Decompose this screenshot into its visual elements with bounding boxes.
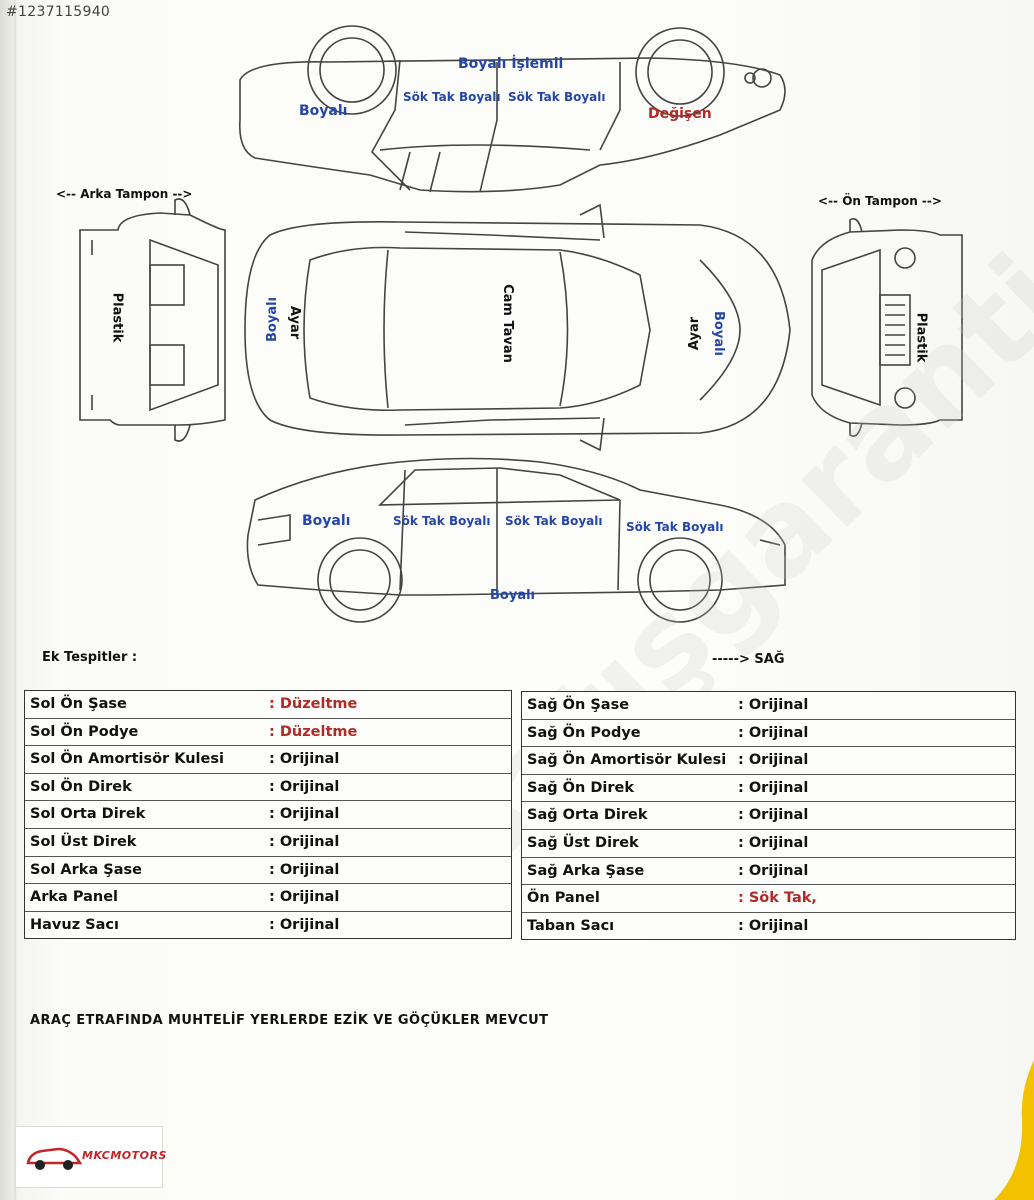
part-name: Taban Sacı — [527, 917, 615, 934]
table-row — [522, 913, 1015, 940]
table-row — [522, 830, 1015, 858]
label-boyali-top-left: Boyalı — [299, 103, 348, 119]
label-boyali-islemli: Boyalı İşlemli — [458, 56, 564, 72]
dealer-logo-text: MKCMOTORS — [82, 1149, 167, 1162]
part-name: Sol Orta Direk — [30, 806, 146, 823]
table-row — [25, 829, 511, 857]
part-status: : Düzeltme — [269, 696, 358, 712]
label-sok-tak-boyali-bottom-3: Sök Tak Boyalı — [626, 520, 724, 534]
part-name: Sağ Ön Direk — [527, 779, 634, 796]
rear-bumper-material — [109, 293, 124, 343]
part-status: : Orijinal — [738, 779, 809, 796]
label-cam-tavan-text: Cam Tavan — [499, 284, 515, 363]
table-row — [25, 912, 511, 939]
part-status: : Orijinal — [269, 861, 340, 878]
table-row — [25, 857, 511, 885]
table-row — [25, 691, 511, 719]
table-row — [522, 858, 1015, 886]
table-row — [25, 719, 511, 747]
table-row — [25, 746, 511, 774]
table-row — [522, 720, 1015, 748]
part-status: : Orijinal — [269, 778, 340, 795]
part-name: Ön Panel — [527, 890, 600, 907]
part-status: : Orijinal — [738, 724, 809, 741]
front-bumper-caption: <-- Ön Tampon --> — [818, 194, 942, 208]
part-name: Sağ Ön Podye — [527, 724, 641, 741]
part-status: : Orijinal — [269, 751, 340, 768]
label-ayar-left — [287, 306, 302, 339]
part-status: : Orijinal — [738, 697, 809, 713]
front-bumper-material-text: Plastik — [913, 312, 929, 363]
label-boyali-right-text: Boyalı — [711, 311, 726, 356]
part-name: Sol Arka Şase — [30, 861, 142, 878]
part-name: Sol Ön Direk — [30, 778, 132, 795]
label-sok-tak-boyali-top-1: Sök Tak Boyalı — [403, 90, 501, 104]
part-name: Sol Üst Direk — [30, 833, 137, 850]
yellow-corner-accent — [994, 1060, 1034, 1200]
dealer-logo — [15, 1126, 167, 1188]
label-cam-tavan — [500, 284, 515, 363]
label-sok-tak-boyali-bottom-1: Sök Tak Boyalı — [393, 514, 491, 528]
part-status: : Orijinal — [738, 862, 809, 879]
part-name: Arka Panel — [30, 889, 118, 906]
label-boyali-left-text: Boyalı — [265, 297, 280, 342]
table-row — [25, 774, 511, 802]
table-row — [25, 801, 511, 829]
part-status: : Orijinal — [269, 889, 340, 906]
part-status: : Orijinal — [738, 752, 809, 769]
part-status: : Orijinal — [738, 834, 809, 851]
part-name: Sağ Üst Direk — [527, 834, 639, 851]
part-name: Sol Ön Şase — [30, 696, 127, 712]
table-row — [522, 692, 1015, 720]
car-logo-icon — [24, 1137, 84, 1177]
photo-id: #1237115940 — [6, 4, 111, 20]
table-row — [25, 884, 511, 912]
part-name: Sağ Ön Amortisör Kulesi — [527, 752, 727, 769]
part-name: Havuz Sacı — [30, 916, 119, 933]
label-ayar-right-text: Ayar — [687, 316, 703, 351]
right-inspection-table — [521, 691, 1016, 940]
part-status: : Sök Tak, — [738, 890, 817, 907]
part-status: : Orijinal — [269, 806, 340, 823]
part-name: Sağ Orta Direk — [527, 807, 648, 824]
part-name: Sol Ön Amortisör Kulesi — [30, 751, 224, 768]
ek-tespitler-label: Ek Tespitler : — [42, 650, 138, 665]
part-name: Sağ Ön Şase — [527, 697, 630, 713]
label-boyali-bottom-sill: Boyalı — [490, 588, 535, 603]
label-degisen: Değişen — [648, 106, 712, 122]
car-roof-view — [245, 205, 790, 450]
label-sok-tak-boyali-top-2: Sök Tak Boyalı — [508, 90, 606, 104]
part-status: : Orijinal — [738, 917, 809, 934]
rear-bumper-material-text: Plastik — [109, 292, 125, 343]
part-name: Sol Ön Podye — [30, 723, 139, 740]
part-status: : Düzeltme — [269, 723, 358, 740]
label-ayar-left-text: Ayar — [287, 305, 303, 340]
part-status: : Orijinal — [269, 916, 340, 933]
table-row — [522, 885, 1015, 913]
left-inspection-table — [24, 690, 512, 939]
car-rear-view — [80, 199, 225, 441]
label-sok-tak-boyali-bottom-2: Sök Tak Boyalı — [505, 514, 603, 528]
table-row — [522, 802, 1015, 830]
part-status: : Orijinal — [738, 807, 809, 824]
label-ayar-right — [687, 317, 702, 350]
part-status: : Orijinal — [269, 833, 340, 850]
damage-note: ARAÇ ETRAFINDA MUHTELİF YERLERDE EZİK VE GÖÇÜKLER MEVCUT — [30, 1013, 549, 1028]
table-row — [522, 775, 1015, 803]
label-boyali-bottom-rear: Boyalı — [302, 513, 351, 529]
direction-sag: -----> SAĞ — [712, 652, 785, 667]
label-boyali-left — [265, 297, 280, 342]
table-row — [522, 747, 1015, 775]
label-boyali-right — [711, 311, 726, 356]
part-name: Sağ Arka Şase — [527, 862, 645, 879]
rear-bumper-caption: <-- Arka Tampon --> — [56, 187, 193, 201]
